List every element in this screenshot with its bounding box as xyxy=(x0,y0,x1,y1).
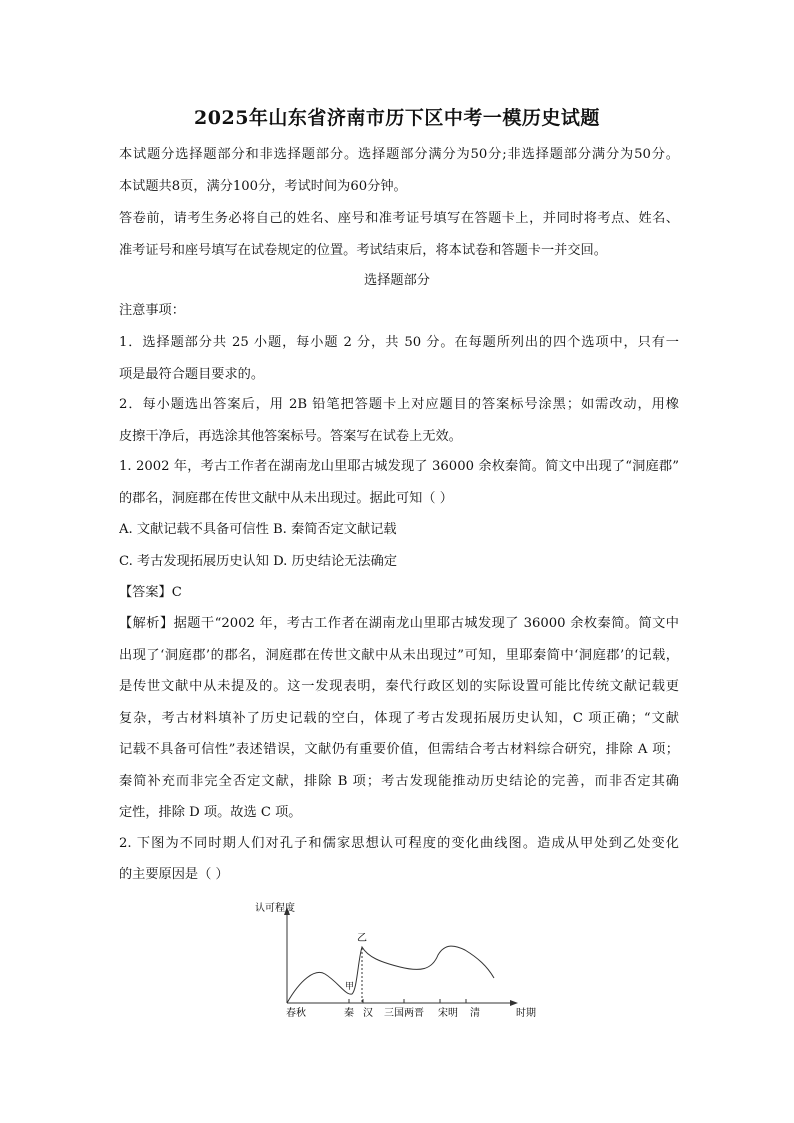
q2-stem-line-1: 2. 下图为不同时期人们对孔子和儒家思想认可程度的变化曲线图。造成从甲处到乙处变化 xyxy=(119,836,679,851)
x-tick-label: 三国两晋 xyxy=(384,1008,424,1019)
y-axis-label: 认可程度 xyxy=(255,903,295,914)
note-line-3: 2．每小题选出答案后，用 2B 铅笔把答题卡上对应题目的答案标号涂黑；如需改动，用橡 xyxy=(119,397,679,412)
point-label-yi: 乙 xyxy=(357,933,367,944)
q1-stem-line-2: 的郡名，洞庭郡在传世文献中从未出现过。据此可知（ ） xyxy=(119,491,453,506)
q1-analysis-line-1: 【解析】据题干“2002 年，考古工作者在湖南龙山里耶古城发现了 36000 余枚秦简。简文中 xyxy=(119,616,679,631)
intro-line-2: 本试题共8页，满分100分，考试时间为60分钟。 xyxy=(119,179,407,194)
x-tick-label: 秦 xyxy=(344,1008,354,1019)
q1-analysis-line-3: 是传世文献中从未提及的。这一发现表明，秦代行政区划的实际设置可能比传统文献记载更 xyxy=(119,679,679,694)
x-axis-label: 时期 xyxy=(516,1008,536,1019)
q1-analysis-line-6: 秦简补充而非完全否定文献，排除 B 项；考古发现能推动历史结论的完善，而非否定其确 xyxy=(119,774,679,789)
note-line-4: 皮擦干净后，再选涂其他答案标号。答案写在试卷上无效。 xyxy=(119,429,462,444)
x-tick-label: 清 xyxy=(470,1008,480,1019)
q1-options-line-2: C. 考古发现拓展历史认知 D. 历史结论无法确定 xyxy=(119,554,398,569)
x-axis-arrow xyxy=(510,1000,518,1006)
q1-options-line-1: A. 文献记载不具备可信性 B. 秦简否定文献记载 xyxy=(119,522,397,537)
intro-line-4: 准考证号和座号填写在试卷规定的位置。考试结束后，将本试卷和答题卡一并交回。 xyxy=(119,243,607,258)
intro-line-3: 答卷前，请考生务必将自己的姓名、座号和准考证号填写在答题卡上，并同时将考点、姓名、 xyxy=(119,211,679,226)
intro-line-1: 本试题分选择题部分和非选择题部分。选择题部分满分为50分;非选择题部分满分为50分。 xyxy=(119,147,679,162)
x-tick-label: 宋明 xyxy=(438,1008,458,1019)
q1-analysis-line-5: 记载不具备可信性”表述错误，文献仍有重要价值，但需结合考古材料综合研究，排除 A 项； xyxy=(119,742,679,757)
point-label-jia: 甲 xyxy=(345,982,355,992)
x-tick-label: 春秋 xyxy=(286,1008,306,1019)
q2-stem-line-2: 的主要原因是（ ） xyxy=(119,867,229,882)
notes-heading: 注意事项： xyxy=(119,303,185,318)
q1-stem-line-1: 1. 2002 年，考古工作者在湖南龙山里耶古城发现了 36000 余枚秦简。简文中出现了“洞庭郡” xyxy=(119,459,679,474)
section-title: 选择题部分 xyxy=(364,273,430,288)
q1-analysis-line-4: 复杂，考古材料填补了历史记载的空白，体现了考古发现拓展历史认知，C 项正确；“文献 xyxy=(119,711,679,726)
q1-analysis-line-2: 出现了‘洞庭郡’的郡名，洞庭郡在传世文献中从未出现过”可知，里耶秦简中‘洞庭郡’的记载， xyxy=(119,648,679,663)
note-line-1: 1．选择题部分共 25 小题，每小题 2 分，共 50 分。在每题所列出的四个选项中，只有一 xyxy=(119,335,679,350)
note-line-2: 项是最符合题目要求的。 xyxy=(119,367,265,382)
q1-analysis-line-7: 定性，排除 D 项。故选 C 项。 xyxy=(119,805,302,820)
approval-curve xyxy=(287,946,494,1003)
q1-answer: 【答案】C xyxy=(119,585,182,600)
x-tick-label: 汉 xyxy=(363,1008,373,1019)
exam-title: 2025年山东省济南市历下区中考一模历史试题 xyxy=(194,107,600,129)
